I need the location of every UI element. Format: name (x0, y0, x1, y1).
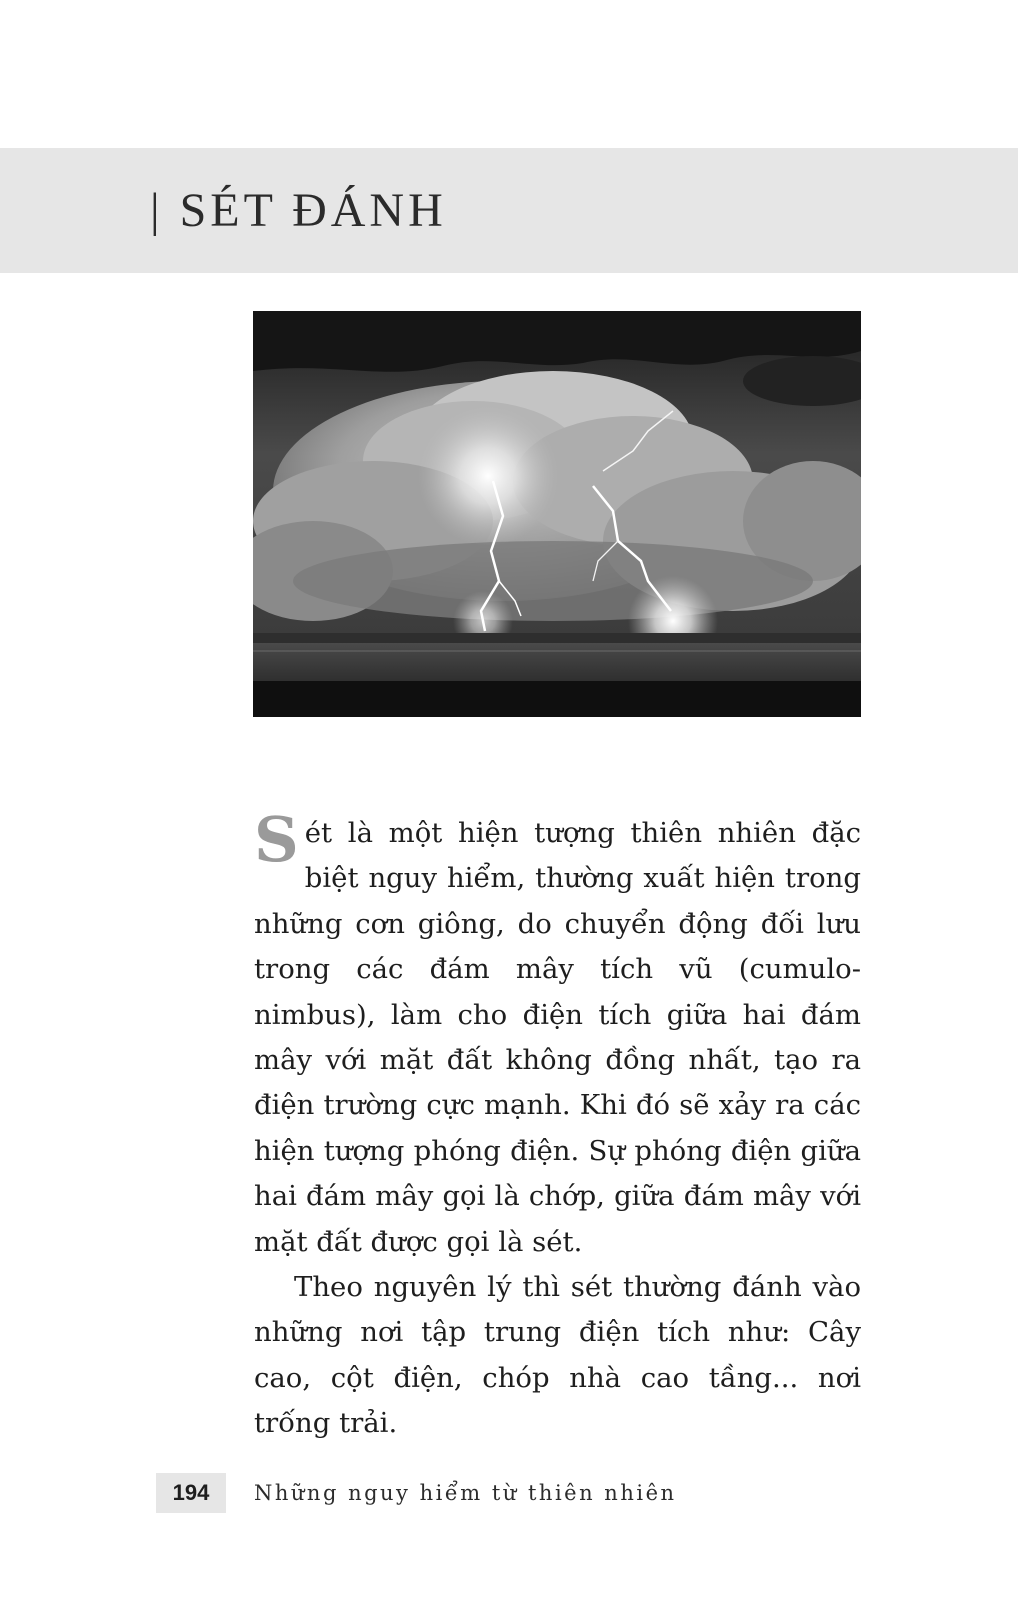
lightning-photo (253, 311, 861, 717)
paragraph-2: Theo nguyên lý thì sét thường đánh vào những nơi tập trung điện tích như: Cây cao, cột điện, chóp nhà cao tầng... nơi trống trải. (254, 1271, 861, 1440)
chapter-title: | SÉT ĐÁNH (150, 184, 447, 237)
lightning-storm-image (253, 311, 861, 717)
paragraph-1-text: ét là một hiện tượng thiên nhiên đặc biệt nguy hiểm, thường xuất hiện trong những cơn giông, do chuyển động đối lưu trong các đám mây tích vũ (cumulo-nimbus), làm cho điện tích giữa hai đám mây với mặt đất không đồng nhất, tạo ra điện trường cực mạnh. Khi đó sẽ xảy ra các hiện tượng phóng điện. Sự phóng điện giữa hai đám mây gọi là chớp, giữa đám mây với mặt đất được gọi là sét. (254, 817, 861, 1258)
drop-cap: S (254, 803, 299, 876)
body-text (254, 803, 861, 1447)
page-number: 194 (156, 1473, 226, 1513)
running-footer-title: Những nguy hiểm từ thiên nhiên (254, 1481, 677, 1505)
paragraph-1 (254, 803, 861, 1265)
